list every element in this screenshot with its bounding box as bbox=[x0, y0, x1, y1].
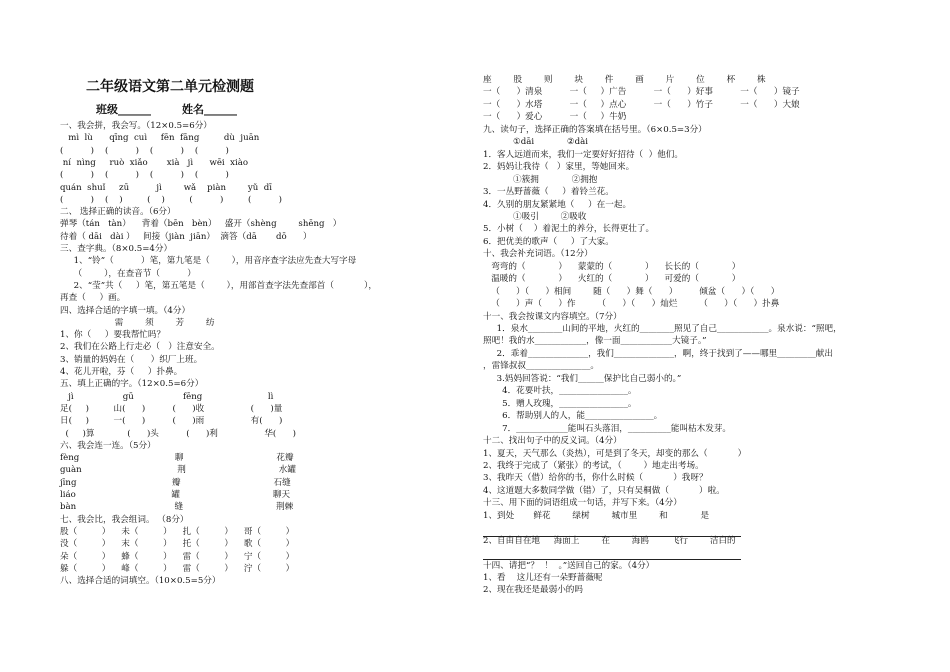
left-line: 一、我会拼，我会写。（12×0.5=6分） bbox=[60, 121, 212, 131]
right-line: 7．____________能叫石头落泪，__________能叫枯木发芽。 bbox=[483, 423, 732, 434]
class-field-label: 班级______ bbox=[96, 103, 151, 116]
right-line: 照吧！我的水____________，像一面____________大镜子。” bbox=[483, 336, 707, 347]
left-line: ( ) ( ) ( ) ( ) bbox=[60, 145, 229, 156]
answer-line-1 bbox=[483, 536, 741, 537]
left-line: jīng 瓣 石缝 bbox=[60, 477, 291, 488]
right-line: ①簇拥 ②拥抱 bbox=[483, 174, 598, 185]
right-line: ①吸引 ②吸收 bbox=[483, 211, 587, 222]
right-line: 1、到处 鲜花 绿树 城市里 和 是 bbox=[483, 510, 710, 521]
left-line: ( )算 ( )头 ( )利 华( ) bbox=[60, 428, 297, 439]
left-line: 足( ) 山( ) ( )收 ( )量 bbox=[60, 403, 283, 414]
right-line: 十三、用下面的词语组成一句话，并写下来。（4分） bbox=[483, 498, 682, 509]
left-line: ní nìng ruò xiǎo xià jì wēi xiào bbox=[60, 157, 249, 168]
right-line: 1、看 这儿还有一朵野蔷薇呢 bbox=[483, 573, 603, 583]
right-line: 十一、我会按课文内容填空。（7分） bbox=[483, 311, 622, 322]
right-line: 5．小树（ ）着泥土的养分，长得更壮了。 bbox=[483, 224, 655, 235]
right-line: 4．花要叶扶，________________。 bbox=[483, 386, 637, 397]
right-line: 十四、请把“？ ！ 。”送回自己的家。（4分） bbox=[483, 560, 655, 571]
right-line: 弯弯的（ ） 蒙蒙的（ ） 长长的（ ） bbox=[483, 261, 741, 272]
right-line: ①dāi ②dài bbox=[483, 137, 588, 148]
left-line: 3、销量的妈妈在（ ）织厂上班。 bbox=[60, 354, 203, 365]
right-line: 6．帮助别人的人，能________________。 bbox=[483, 411, 663, 422]
left-line: ( ) ( ) ( ) ( ) ( ) bbox=[60, 194, 283, 205]
left-line: 股（ ） 未（ ） 扎（ ） 哥（ ） bbox=[60, 526, 295, 537]
right-line: 2、我终于完成了（紧张）的考试，（ ）地走出考场。 bbox=[483, 460, 704, 471]
right-line: 5．赠人玫瑰，________________。 bbox=[483, 398, 637, 409]
left-line: quán shuǐ zū jì wǎ piàn yǔ dī bbox=[60, 182, 272, 193]
left-line: 日( ) 一( ) ( )雨 有( ) bbox=[60, 416, 283, 427]
left-line: 七、我会比，我会组词。 （8分） bbox=[60, 514, 189, 525]
right-line: 3．一丛野蔷薇（ ）着铃兰花。 bbox=[483, 187, 614, 198]
left-line: 二、 选择正确的读音。（6分） bbox=[60, 207, 176, 218]
left-line: guàn 荆 水罐 bbox=[60, 465, 296, 476]
right-line: 1．泉水________山间的平地，火红的________照见了自己____________。泉水说：“照吧， bbox=[483, 324, 842, 334]
right-line: 2、自由自在地 海面上 在 海鸥 飞行 洁白的 bbox=[483, 535, 736, 546]
left-line: 三、查字典。（8×0.5=4分） bbox=[60, 244, 173, 254]
left-line: 再查（ ）画。 bbox=[60, 293, 126, 304]
right-line: 一（ ）清泉 一（ ）广告 一（ ）好事 一（ ）镜子 bbox=[483, 87, 800, 98]
right-line: 2．妈妈让我待（ ）家里，等她回来。 bbox=[483, 162, 635, 173]
left-line: bàn 缝 荆棘 bbox=[60, 502, 294, 513]
left-line: jì gū fēng lì bbox=[60, 391, 274, 402]
right-line: 1、夏天，天气那么（炎热），可是到了冬天，却变的那么（ ） bbox=[483, 448, 747, 459]
right-line: 4．久别的朋友紧紧地（ ）在一起。 bbox=[483, 199, 632, 210]
left-line: （ ），在查音节（ ） bbox=[60, 268, 196, 279]
left-line: 2、“莹”共（ ）笔，第五笔是（ ），用部首查字法先查部首（ ）， bbox=[60, 280, 377, 291]
exam-title: 二年级语文第二单元检测题 bbox=[86, 79, 254, 95]
right-line: 十、我会补充词语。（12分） bbox=[483, 249, 593, 260]
left-line: 2、我们在公路上行走必（ ）注意安全。 bbox=[60, 342, 220, 353]
right-line: （ ）（ ）相间 随（ ）舞（ ） 倾盆（ ）（ ） bbox=[483, 286, 780, 297]
right-line: 6．把优美的歌声（ ）了大家。 bbox=[483, 236, 614, 247]
left-line: 1、“铃”（ ）笔，第九笔是（ ），用音序查字法应先查大写字母 bbox=[60, 256, 357, 267]
left-line: 躲（ ） 峰（ ） 雷（ ） 泞（ ） bbox=[60, 563, 295, 574]
right-line: ，雷锋叔叔_______________。 bbox=[483, 361, 600, 372]
right-line: 一（ ）爱心 一（ ）牛奶 bbox=[483, 112, 627, 123]
left-line: 六、我会连一连。（5分） bbox=[60, 440, 156, 451]
right-line: 九、读句子，选择正确的答案填在括号里。（6×0.5=3分） bbox=[483, 124, 707, 135]
right-line: （ ）声（ ）作 （ ）（ ）灿烂 （ ）（ ）扑鼻 bbox=[483, 299, 780, 310]
right-line: 4、这道题大多数同学做（错）了，只有吴桐做（ ）啦。 bbox=[483, 485, 725, 496]
right-line: 温暖的（ ） 火红的（ ） 可爱的（ ） bbox=[483, 274, 741, 285]
right-line: 2．乖着______________，我们______________，啊，终于找到了——哪里_________献出 bbox=[483, 348, 833, 359]
left-line: mì lù qīng cuì fēn fāng dù juān bbox=[60, 133, 260, 144]
left-line: 没（ ） 末（ ） 托（ ） 歌（ ） bbox=[60, 539, 295, 550]
left-line: 四、选择合适的字填一填。（4分） bbox=[60, 305, 191, 316]
left-line: liáo 罐 聊天 bbox=[60, 490, 291, 500]
right-line: 座 股 则 块 件 画 片 位 杯 株 bbox=[483, 75, 766, 85]
left-line: 需 须 芳 纺 bbox=[60, 317, 215, 328]
right-line: 1．客人远道而来，我们一定要好好招待（ ）他们。 bbox=[483, 149, 683, 160]
name-field-label: 姓名______ bbox=[182, 103, 237, 116]
right-line: 2、现在我还是最弱小的吗 bbox=[483, 585, 583, 596]
right-line: 3、我昨天（借）给你的书，你什么时候（ ）我呀？ bbox=[483, 473, 708, 484]
left-line: ( ) ( ) ( ) ( ) bbox=[60, 170, 229, 181]
left-line: 4、花儿开啦，芬（ ）扑鼻。 bbox=[60, 367, 183, 377]
left-line: 弹琴（tán tàn） 背着（bēn bèn） 盛开（shèng shēng ） bbox=[60, 219, 342, 230]
answer-line-2 bbox=[483, 559, 741, 560]
right-line: 3.妈妈回答说：“我们______保护比自己弱小的。” bbox=[483, 373, 682, 384]
left-line: fèng 聊 花瓣 bbox=[60, 453, 294, 464]
left-line: 朵（ ） 蜂（ ） 雷（ ） 宁（ ） bbox=[60, 551, 295, 562]
right-line: 一（ ）水塔 一（ ）点心 一（ ）竹子 一（ ）大娘 bbox=[483, 99, 800, 110]
right-line: 十二、找出句子中的反义词。（4分） bbox=[483, 436, 622, 447]
left-line: 待着（ dāi dài ） 间接（jiàn jiān） 滴答（dā dō ） bbox=[60, 231, 312, 242]
left-line: 五、填上正确的字。（12×0.5=6分） bbox=[60, 379, 204, 390]
left-line: 1、你（ ）要我帮忙吗？ bbox=[60, 330, 166, 341]
left-line: 八、选择合适的词填空。（10×0.5=5分） bbox=[60, 576, 221, 587]
